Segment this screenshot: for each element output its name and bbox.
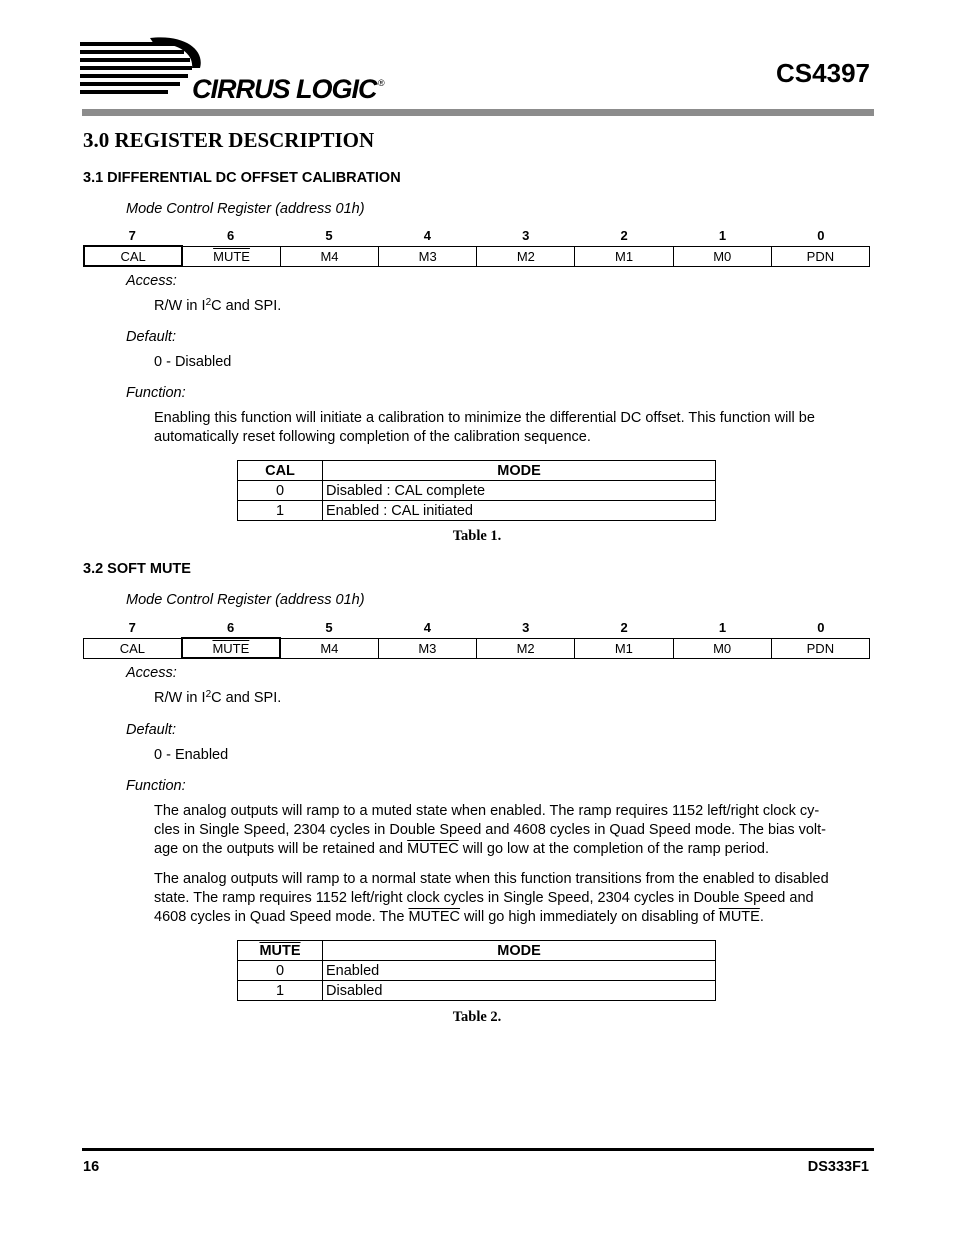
header-rule — [82, 109, 874, 116]
access-text: R/W in I — [154, 690, 206, 706]
text-span: 4608 cycles in Quad Speed mode. The — [154, 909, 409, 925]
bit-cell-mute: MUTE — [182, 246, 280, 266]
function-label: Function: — [126, 778, 186, 794]
document-id: CS4397 — [776, 58, 870, 88]
signal-name-mute: MUTE — [718, 909, 760, 925]
logo-wordmark: CIRRUS LOGIC — [192, 74, 377, 104]
table-cell: 0 — [238, 481, 323, 501]
footer-rule — [82, 1148, 874, 1151]
bit-number: 1 — [718, 620, 727, 635]
bit-cell-m3: M3 — [379, 246, 477, 266]
function-text — [154, 409, 815, 447]
bit-cell-mute: MUTE — [182, 638, 280, 658]
default-value: 0 - Enabled — [154, 747, 229, 763]
register-bit-table — [83, 637, 870, 659]
bit-cell-m3: M3 — [378, 638, 476, 658]
cal-mode-table — [237, 460, 716, 521]
bit-cell-m2: M2 — [477, 246, 575, 266]
register-bit-table — [83, 245, 870, 267]
bit-cell-m0: M0 — [673, 638, 771, 658]
table-row — [238, 481, 716, 501]
bit-cell-m4: M4 — [280, 246, 378, 266]
table-cell: Disabled : CAL complete — [323, 481, 716, 501]
bit-cell-m1: M1 — [575, 246, 673, 266]
section-title: 3.0 REGISTER DESCRIPTION — [83, 128, 375, 152]
bit-number: 2 — [620, 620, 628, 635]
bit-number-row — [83, 620, 870, 635]
access-value — [154, 297, 281, 316]
access-text: C and SPI. — [211, 690, 282, 706]
function-paragraph-1 — [154, 802, 826, 859]
subsection-title-3-1: 3.1 DIFFERENTIAL DC OFFSET CALIBRATION — [83, 170, 401, 186]
bit-cell-cal: CAL — [84, 246, 182, 266]
table-cell: Disabled — [323, 981, 716, 1001]
text-line: cles in Single Speed, 2304 cycles in Double Speed and 4608 cycles in Quad Speed mode. The bias volt- — [154, 822, 826, 838]
function-paragraph-2 — [154, 870, 829, 927]
bit-number: 5 — [325, 228, 333, 243]
signal-name-mutec: MUTEC — [408, 909, 461, 925]
table-header: MUTE — [238, 941, 323, 961]
bit-number: 0 — [817, 228, 825, 243]
cirrus-logic-logo — [80, 36, 400, 106]
signal-name-mutec: MUTEC — [407, 841, 459, 857]
text-span: will go high immediately on disabling of — [460, 909, 719, 925]
access-superscript: 2 — [205, 297, 212, 308]
register-caption: Mode Control Register (address 01h) — [126, 201, 365, 217]
bit-number: 0 — [817, 620, 825, 635]
registered-mark: ® — [378, 78, 385, 88]
text-line — [154, 840, 826, 859]
table-cell: 1 — [238, 981, 323, 1001]
bit-number: 7 — [128, 620, 136, 635]
bit-number: 4 — [423, 620, 431, 635]
table-caption: Table 1. — [452, 528, 502, 544]
subsection-title-3-2: 3.2 SOFT MUTE — [83, 561, 191, 577]
table-header: CAL — [238, 461, 323, 481]
bit-number-row — [83, 228, 870, 243]
function-label: Function: — [126, 385, 186, 401]
bit-number: 3 — [522, 228, 530, 243]
access-text: C and SPI. — [211, 298, 282, 314]
bit-cell-m1: M1 — [575, 638, 673, 658]
table-cell: 1 — [238, 501, 323, 521]
text-span: age on the outputs will be retained and — [154, 841, 408, 857]
bit-cell-m0: M0 — [673, 246, 771, 266]
bit-number: 3 — [522, 620, 530, 635]
bit-number: 6 — [226, 228, 235, 243]
document-code: DS333F1 — [807, 1159, 869, 1175]
table-row — [238, 981, 716, 1001]
text-line: automatically reset following completion of the calibration sequence. — [154, 429, 591, 445]
table-header: MODE — [323, 941, 716, 961]
table-row — [238, 961, 716, 981]
access-label: Access: — [126, 665, 177, 681]
bit-cell-m2: M2 — [477, 638, 575, 658]
bit-cell-pdn: PDN — [771, 246, 869, 266]
table-row — [238, 501, 716, 521]
table-header: MODE — [323, 461, 716, 481]
bit-number: 5 — [325, 620, 333, 635]
bit-number: 2 — [620, 228, 628, 243]
access-label: Access: — [126, 273, 177, 289]
text-line: The analog outputs will ramp to a normal state when this function transitions from the enabled to disabled — [154, 871, 829, 887]
text-line: state. The ramp requires 1152 left/right clock cycles in Single Speed, 2304 cycles in Double Speed and — [154, 890, 814, 906]
bit-number: 4 — [423, 228, 431, 243]
table-caption: Table 2. — [452, 1009, 502, 1025]
access-text: R/W in I — [154, 298, 206, 314]
text-line — [154, 908, 829, 927]
default-value: 0 - Disabled — [154, 354, 232, 370]
access-superscript: 2 — [205, 689, 212, 700]
page-number: 16 — [83, 1159, 100, 1175]
text-line: The analog outputs will ramp to a muted state when enabled. The ramp requires 1152 left/right clock cy- — [154, 803, 820, 819]
bit-number: 6 — [226, 620, 235, 635]
default-label: Default: — [126, 722, 176, 738]
text-span: will go low at the completion of the ramp period. — [458, 841, 770, 857]
access-value — [154, 689, 281, 708]
bit-cell-m4: M4 — [280, 638, 378, 658]
mute-mode-table — [237, 940, 716, 1001]
register-caption: Mode Control Register (address 01h) — [126, 592, 365, 608]
bit-number: 1 — [718, 228, 727, 243]
table-cell: Enabled — [323, 961, 716, 981]
text-span: . — [759, 909, 764, 925]
bit-number: 7 — [128, 228, 136, 243]
text-line: Enabling this function will initiate a calibration to minimize the differential DC offset. This function will be — [154, 410, 815, 426]
bit-cell-cal: CAL — [84, 638, 182, 658]
default-label: Default: — [126, 329, 176, 345]
bit-cell-pdn: PDN — [771, 638, 869, 658]
table-cell: 0 — [238, 961, 323, 981]
table-cell: Enabled : CAL initiated — [323, 501, 716, 521]
